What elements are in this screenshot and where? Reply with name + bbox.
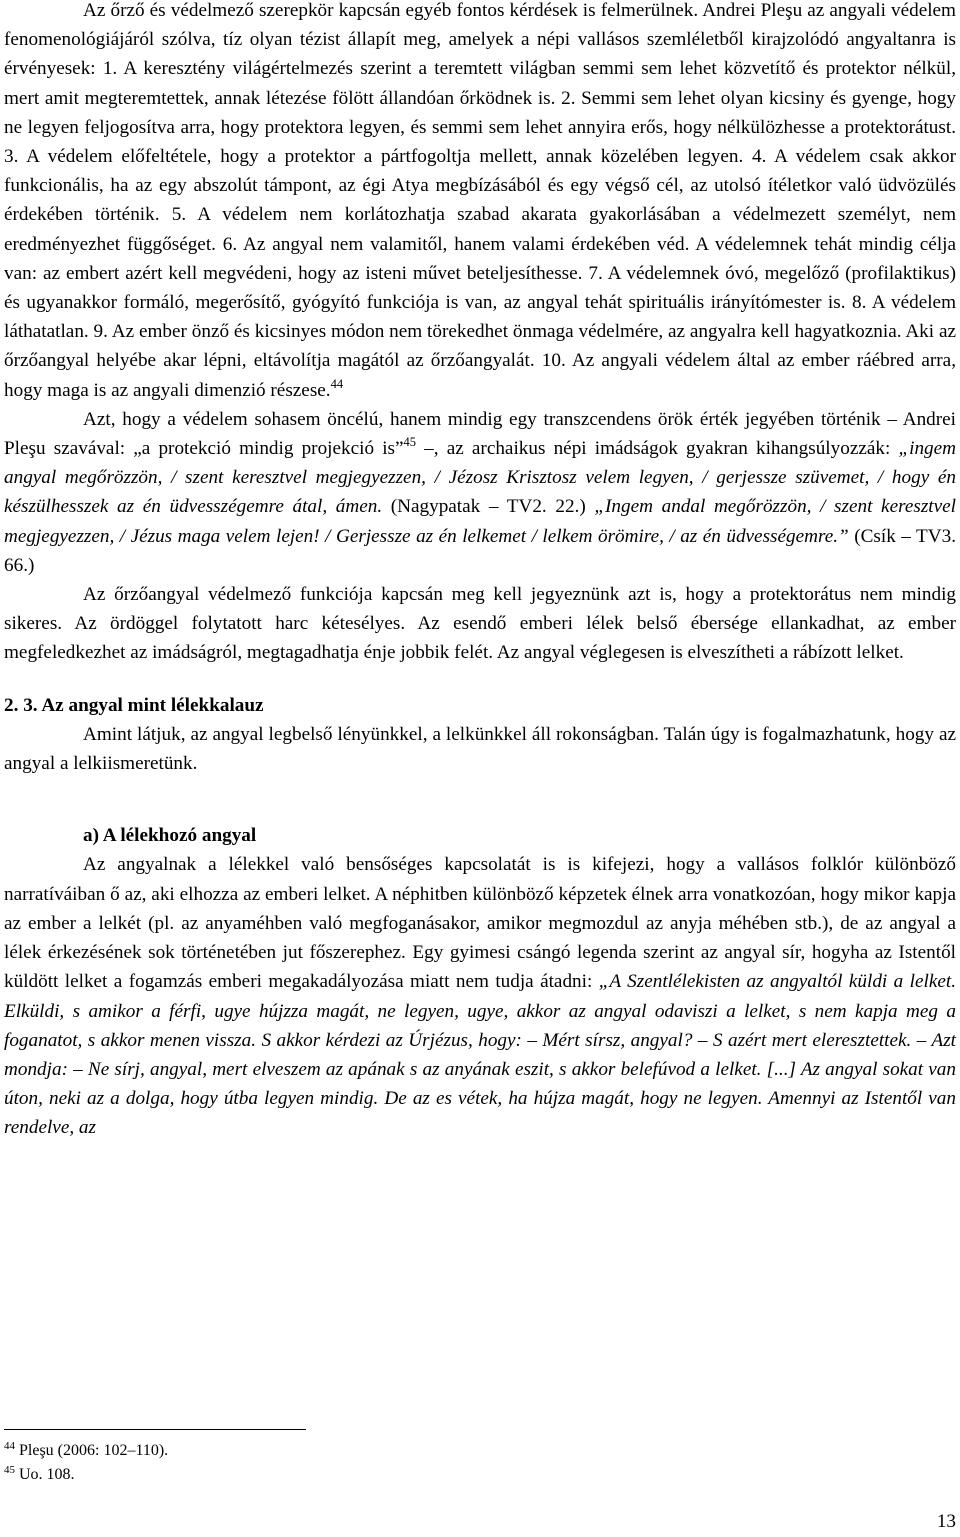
prayer-quote-nagypatak: „ingem angyal megőrözzön, / szent keresztvel megjegyezzen, / Jézosz Krisztosz velem legyen, / gerjessze szüvemet, / hogy én készülhesszek az én üdvesszégemre átal, ámen. bbox=[4, 438, 957, 518]
prayer-quote-csik: „Ingem andal megőrözzön, / szent keresztvel megjegyezzen, / Jézus maga velem lejen! / Gerjessze az én lelkemet / lelkem örömire, / az én üdvességemre.” bbox=[4, 496, 956, 547]
footnote-44: $^{44}$ Pleşu (2006: 102–110). bbox=[4, 1440, 169, 1459]
page-number: 13 bbox=[936, 1511, 956, 1532]
subsection-heading-a: a) A lélekhozó angyal bbox=[83, 825, 257, 847]
document-page bbox=[4, 0, 956, 1143]
paragraph-pleşu-theses: Az őrző és védelmező szerepkör kapcsán egyéb fontos kérdések is felmerülnek. Andrei Pleşu az angyali védelem fenomenológiájáról szólva, tíz olyan tézist állapít meg, amelyek a népi vallásos szemléletből kirajzolódó angyaltanra is érvényesek: 1. A keresztény világértelmezés szerint a teremtett világban semmi sem lehet közvetítő és protektor nélkül, mert amit megteremtettek, annak létezése fölött állandóan őrködnek is. 2. Semmi sem lehet olyan kicsiny és gyenge, hogy ne legyen feljogosítva arra, hogy protektora legyen, és semmi sem lehet annyira erős, hogy nélkülözhesse a protektorátust. 3. A védelem előfeltétele, hogy a protektor a pártfogoltja mellett, annak közelében legyen. 4. A védelem csak akkor funkcionális, ha az egy abszolút támpont, az égi Atya megbízásából és egy végső cél, az utolsó ítéletkor való üdvözülés érdekében történik. 5. A védelem nem korlátozhatja szabad akarata gyakorlásában a védelmezett személyt, nem eredményezhet függőséget. 6. Az angyal nem valamitől, hanem valami érdekében véd. A védelemnek tehát mindig célja van: az embert azért kell megvédeni, hogy az isteni művet beteljesíthesse. 7. A védelemnek óvó, megelőző (profilaktikus) és ugyanakkor formáló, megerősítő, gyógyító funkciója is van, az angyal tehát spirituális irányítómester is. 8. A védelem láthatatlan. 9. Az ember önző és kicsinyes módon nem törekedhet önmaga védelmére, az angyalra kell hagyatkoznia. Aki az őrzőangyal helyébe akar lépni, eltávolítja magától az őrzőangyalát. 10. Az angyali védelem által az ember ráébred arra, hogy maga is az angyali dimenzió részese.$^{44}$ bbox=[4, 0, 956, 401]
footnote-divider bbox=[4, 1429, 306, 1430]
footnote-45: $^{45}$ Uo. 108. bbox=[4, 1464, 75, 1483]
paragraph-soul-bringing-angel: Az angyalnak a lélekkel való bensőséges kapcsolatát is is kifejezi, hogy a vallásos folklór különböző narratíváiban ő az, aki elhozza az emberi lelket. A néphitben különböző képzetek élnek arra vonatkozóan, hogy mikor kapja az ember a lelkét (pl. az anyaméhben való megfoganásakor, amikor megmozdul az anyja méhében stb.), de az angyal a lélek érkezésének sok történetében jut főszerephez. Egy gyimesi csángó legenda szerint az angyal sír, hogyha az Istentől küldött lelket a fogamzás emberi megakadályozása miatt nem tudja átadni: „A Szentlélekisten az angyaltól küldi a lelket. Elküldi, s amikor a férfi, ugye hújzza magát, ne legyen, ugye, akkor az angyal odaviszi a lelket, s nem kapja meg a foganatot, s akkor menen vissza. S akkor kérdezi az Úrjézus, hogy: – Mért sírsz, angyal? – S azért mert eleresztettek. – Azt mondja: – Ne sírj, angyal, mert elveszem az apának s az anyának eszit, s akkor belefúvod a lelket. [...] Az angyal sokat van úton, neki az a dolga, hogy útba legyen mindig. De az es vétek, ha hújza magát, hogy ne legyen. Amennyi az Istentől van rendelve, az bbox=[4, 854, 956, 1139]
footnote-ref-44[interactable]: 44 bbox=[330, 376, 344, 391]
paragraph-protectorate: Az őrzőangyal védelmező funkciója kapcsán meg kell jegyeznünk azt is, hogy a protektorátus nem mindig sikeres. Az ördöggel folytatott harc kétesélyes. Az esendő emberi lélek belső ébersége ellankadhat, az ember megfeledkezhet az imádságról, megtagadhatja énje jobbik felét. Az angyal véglegesen is elveszítheti a rábízott lelket. bbox=[4, 584, 956, 664]
paragraph-protection-prayers: Azt, hogy a védelem sohasem öncélú, hanem mindig egy transzcendens örök érték jegyében történik – Andrei Pleşu szavával: „a protekció mindig projekció is”$^{45}$ –, az archaikus népi imádságok gyakran kihangsúlyozzák: „ingem angyal megőrözzön, / szent keresztvel megjegyezzen, / Jézosz Krisztosz velem legyen, / gerjessze szüvemet, / hogy én készülhesszek az én üdvesszégemre átal, ámen. (Nagypatak – TV2. 22.) „Ingem andal megőrözzön, / szent keresztvel megjegyezzen, / Jézus maga velem lejen! / Gerjessze az én lelkemet / lelkem örömire, / az én üdvességemre.” (Csík – TV3. 66.) bbox=[4, 408, 957, 576]
paragraph-conscience: Amint látjuk, az angyal legbelső lényünkkel, a lelkünkkel áll rokonságban. Talán úgy is fogalmazhatunk, hogy az angyal a lelkiismeretünk. bbox=[4, 723, 956, 775]
section-heading-2-3: 2. 3. Az angyal mint lélekkalauz bbox=[4, 694, 264, 716]
legend-quote-gyimes: „A Szentlélekisten az angyaltól küldi a lelket. Elküldi, s amikor a férfi, ugye hújzza magát, ne legyen, ugye, akkor az angyal odaviszi a lelket, s nem kapja meg a foganatot, s akkor menen vissza. S akkor kérdezi az Úrjézus, hogy: – Mért sírsz, angyal? – S azért mert eleresztettek. – Azt mondja: – Ne sírj, angyal, mert elveszem az apának s az anyának eszit, s akkor belefúvod a lelket. [...] Az angyal sokat van úton, neki az a dolga, hogy útba legyen mindig. De az es vétek, ha hújza magát, hogy ne legyen. Amennyi az Istentől van rendelve, az bbox=[4, 971, 956, 1139]
footnote-ref-45[interactable]: 45 bbox=[403, 435, 417, 450]
